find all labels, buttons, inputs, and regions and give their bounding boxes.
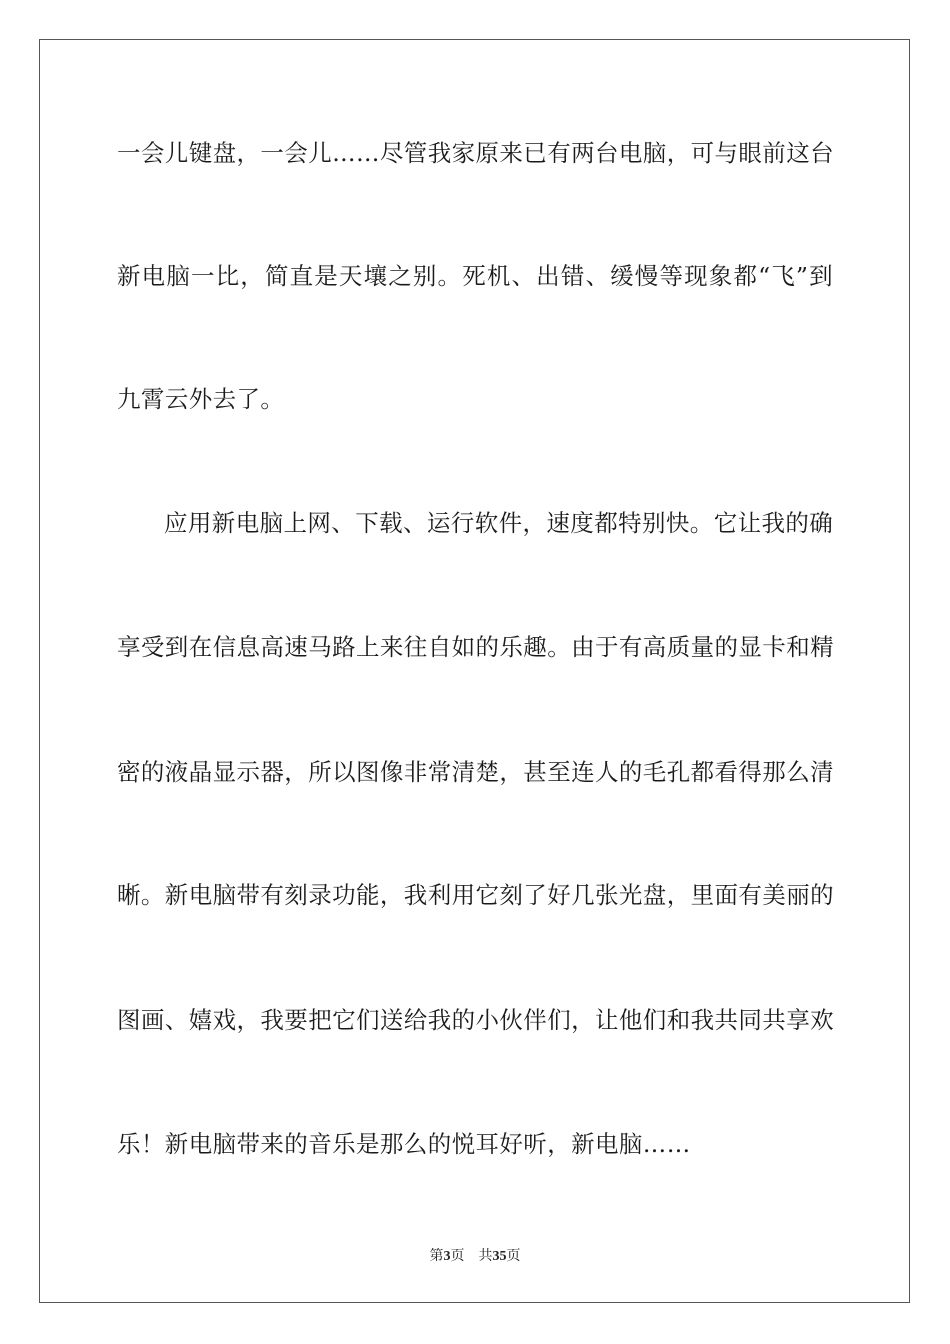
paragraph-line: 应用新电脑上网、下载、运行软件，速度都特别快。它让我的确	[164, 509, 834, 537]
page-border	[39, 39, 910, 1303]
page-suffix: 页	[450, 1248, 465, 1264]
paragraph-line: 九霄云外去了。	[117, 385, 285, 413]
current-page-number: 3	[443, 1249, 451, 1264]
paragraph-line: 密的液晶显示器，所以图像非常清楚，甚至连人的毛孔都看得那么清	[117, 758, 834, 786]
total-prefix: 共	[478, 1248, 493, 1264]
paragraph-line: 一会儿键盘，一会儿……尽管我家原来已有两台电脑，可与眼前这台	[117, 139, 834, 167]
total-suffix: 页	[506, 1248, 521, 1264]
paragraph-line: 乐！新电脑带来的音乐是那么的悦耳好听，新电脑……	[117, 1130, 691, 1158]
total-page-count: 35	[492, 1249, 507, 1264]
paragraph-line: 新电脑一比，简直是天壤之别。死机、出错、缓慢等现象都“飞”到	[117, 262, 833, 290]
page-footer	[0, 1247, 950, 1266]
paragraph-line: 图画、嬉戏，我要把它们送给我的小伙伴们，让他们和我共同共享欢	[117, 1006, 834, 1034]
page-prefix: 第	[429, 1248, 444, 1264]
paragraph-line: 晰。新电脑带有刻录功能，我利用它刻了好几张光盘，里面有美丽的	[117, 881, 834, 909]
paragraph-line: 享受到在信息高速马路上来往自如的乐趣。由于有高质量的显卡和精	[117, 633, 834, 661]
